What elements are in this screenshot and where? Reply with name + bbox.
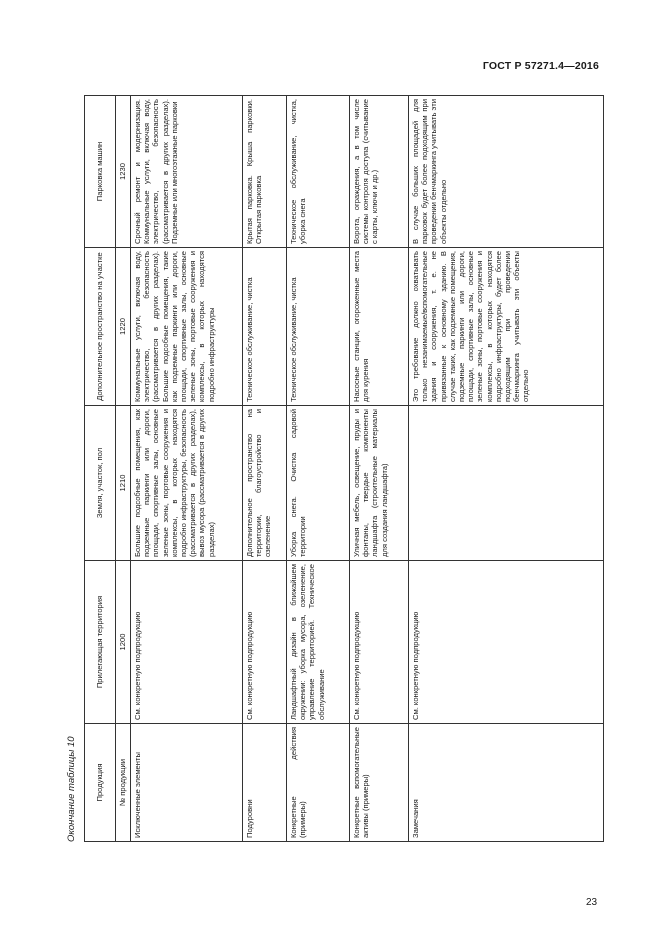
table-cell: Конкретные действия (примеры) — [287, 724, 350, 842]
table-cell: Это требование должно охватывать только незанимаемые/вспомогательные здания и сооружения, т. е. не привязанные к основному зданию. В случае таких, как подземные помещения, подземные паркинги или дороги, площади, спортивные залы, основные зеленые зоны, портовые сооружения и комплексы, в которых находятся подробно инфраструктуры, будет более подходящим при проведении бенчмаркинга учитывать эти объекты отдельно — [409, 248, 604, 406]
code-cell: № продукции — [116, 724, 131, 842]
table-cell: Большие подсобные помещения, как подземные паркинги или дороги, площади, спортивные залы, основные зеленые зоны, портовые сооружения и комплексы, в которых находятся подробно инфраструктуры, безопасность (рассматривается в других разделах), вывоз мусора (рассматривается в других разделах) — [131, 406, 243, 561]
standard-number: ГОСТ Р 57271.4—2016 — [482, 60, 599, 72]
requirements-table — [84, 95, 604, 842]
table-cell: Коммунальные услуги, включая воду, электричество, безопасность (рассматривается в других разделах). Большие подсобные помещения, такие как подземные паркинги или дороги, площади, спортивные залы, основные зеленые зоны, портовые сооружения и комплексы, в которых находятся подробно инфраструктуры — [131, 248, 243, 406]
table-cell: Срочный ремонт и модернизация. Коммунальные услуги, включая воду, электричество, безопасность (рассматривается в других разделах). Подземные или многоэтажные парковки — [131, 96, 243, 248]
rotated-table-content — [64, 96, 604, 842]
table-cell: Ландшафтный дизайн в ближайшем окружении: уборка мусора, озеленение, управление территорией. Техническое обслуживание — [287, 561, 350, 724]
table-cell: Техническое обслуживание, чистка — [287, 248, 350, 406]
header-cell: Парковка машин — [85, 96, 116, 248]
header-cell: Продукция — [85, 724, 116, 842]
table-row — [243, 96, 287, 842]
table-row — [409, 96, 604, 842]
table-code-row — [116, 96, 131, 842]
code-cell: 1220 — [116, 248, 131, 406]
code-cell: 1200 — [116, 561, 131, 724]
table-cell: См. конкретную подпродукцию — [243, 561, 287, 724]
header-cell: Прилегающая территория — [85, 561, 116, 724]
table-cell: Техническое обслуживание, чистка — [243, 248, 287, 406]
page-number: 23 — [586, 897, 598, 908]
table-cell: Насосные станции, огороженные места для курения — [350, 248, 409, 406]
table-cell: См. конкретную подпродукцию — [409, 561, 604, 724]
rotated-table-block — [64, 96, 604, 842]
table-cell: В случае больших площадей для парковок будет более подходящим при проведении бенчмаркинга учитывать эти объекты отдельно — [409, 96, 604, 248]
table-cell: Уличная мебель, освещение, пруды и фонтаны, твердые компоненты ландшафта (строительные материалы для создания ландшафта) — [350, 406, 409, 561]
table-row — [287, 96, 350, 842]
table-row — [350, 96, 409, 842]
table-header-row — [85, 96, 116, 842]
table-cell: Подуровни — [243, 724, 287, 842]
table-cell: См. конкретную подпродукцию — [131, 561, 243, 724]
table-cell: См. конкретную подпродукцию — [350, 561, 409, 724]
table-cell: Техническое обслуживание, чистка, уборка снега — [287, 96, 350, 248]
table-cell — [409, 406, 604, 561]
table-cell: Крытая парковка. Крыша парковки. Открытая парковка — [243, 96, 287, 248]
header-cell: Дополнительное пространство на участке — [85, 248, 116, 406]
table-caption: Окончание таблицы 10 — [66, 736, 77, 842]
table-cell: Дополнительное пространство на территории, благоустройство и озеленение — [243, 406, 287, 561]
code-cell: 1230 — [116, 96, 131, 248]
table-cell: Конкретные вспомогательные активы (примеры) — [350, 724, 409, 842]
table-cell: Исключенные элементы — [131, 724, 243, 842]
table-cell: Замечания — [409, 724, 604, 842]
table-row — [131, 96, 243, 842]
table-cell: Ворота, ограждения, а в том числе системы контроля доступа (считывание с карты, ключи и др.) — [350, 96, 409, 248]
code-cell: 1210 — [116, 406, 131, 561]
header-cell: Земля, участок, пол — [85, 406, 116, 561]
table-cell: Уборка снега. Очистка садовой территории — [287, 406, 350, 561]
